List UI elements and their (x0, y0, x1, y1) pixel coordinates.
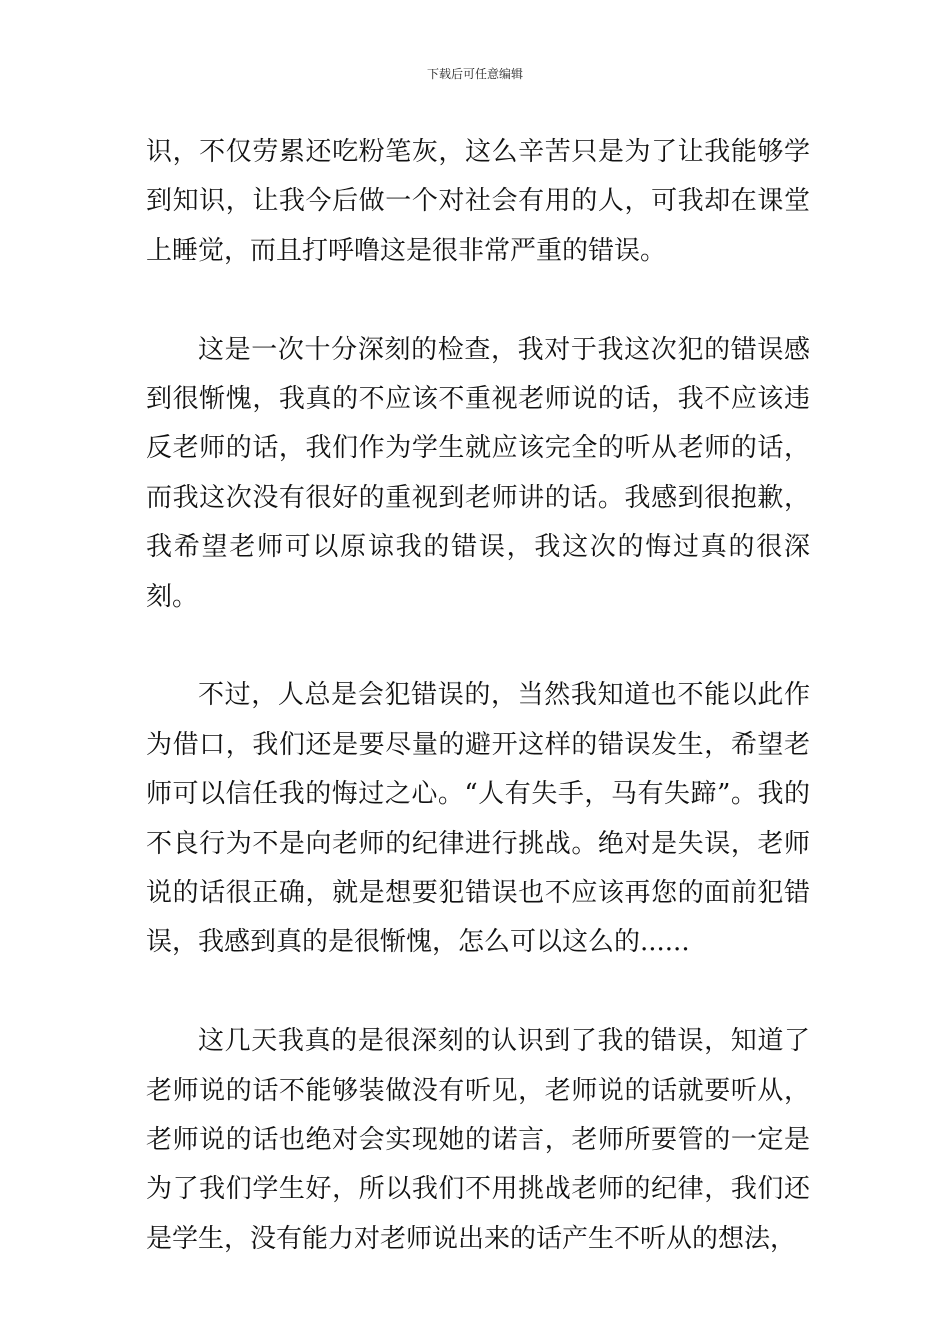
paragraph-1: 识，不仅劳累还吃粉笔灰，这么辛苦只是为了让我能够学到知识，让我今后做一个对社会有用的人，可我却在课堂上睡觉，而且打呼噜这是很非常严重的错误。 (146, 137, 810, 266)
page-header-note: 下载后可任意编辑 (426, 67, 523, 81)
paragraph-2: 这是一次十分深刻的检查，我对于我这次犯的错误感到很惭愧，我真的不应该不重视老师说的话，我不应该违反老师的话，我们作为学生就应该完全的听从老师的话，而我这次没有很好的重视到老师讲的话。我感到很抱歉，我希望老师可以原谅我的错误，我这次的悔过真的很深刻。 (146, 334, 810, 612)
document-body (146, 128, 810, 1264)
paragraph-4: 这几天我真的是很深刻的认识到了我的错误，知道了老师说的话不能够装做没有听见，老师说的话就要听从，老师说的话也绝对会实现她的诺言，老师所要管的一定是为了我们学生好，所以我们不用挑战老师的纪律，我们还是学生，没有能力对老师说出来的话产生不听从的想法， (146, 1026, 810, 1254)
paragraph-3: 不过，人总是会犯错误的，当然我知道也不能以此作为借口，我们还是要尽量的避开这样的错误发生，希望老师可以信任我的悔过之心。“人有失手，马有失蹄”。我的不良行为不是向老师的纪律进行挑战。绝对是失误，老师说的话很正确，就是想要犯错误也不应该再您的面前犯错误，我感到真的是很惭愧，怎么可以这么的...... (146, 680, 810, 958)
